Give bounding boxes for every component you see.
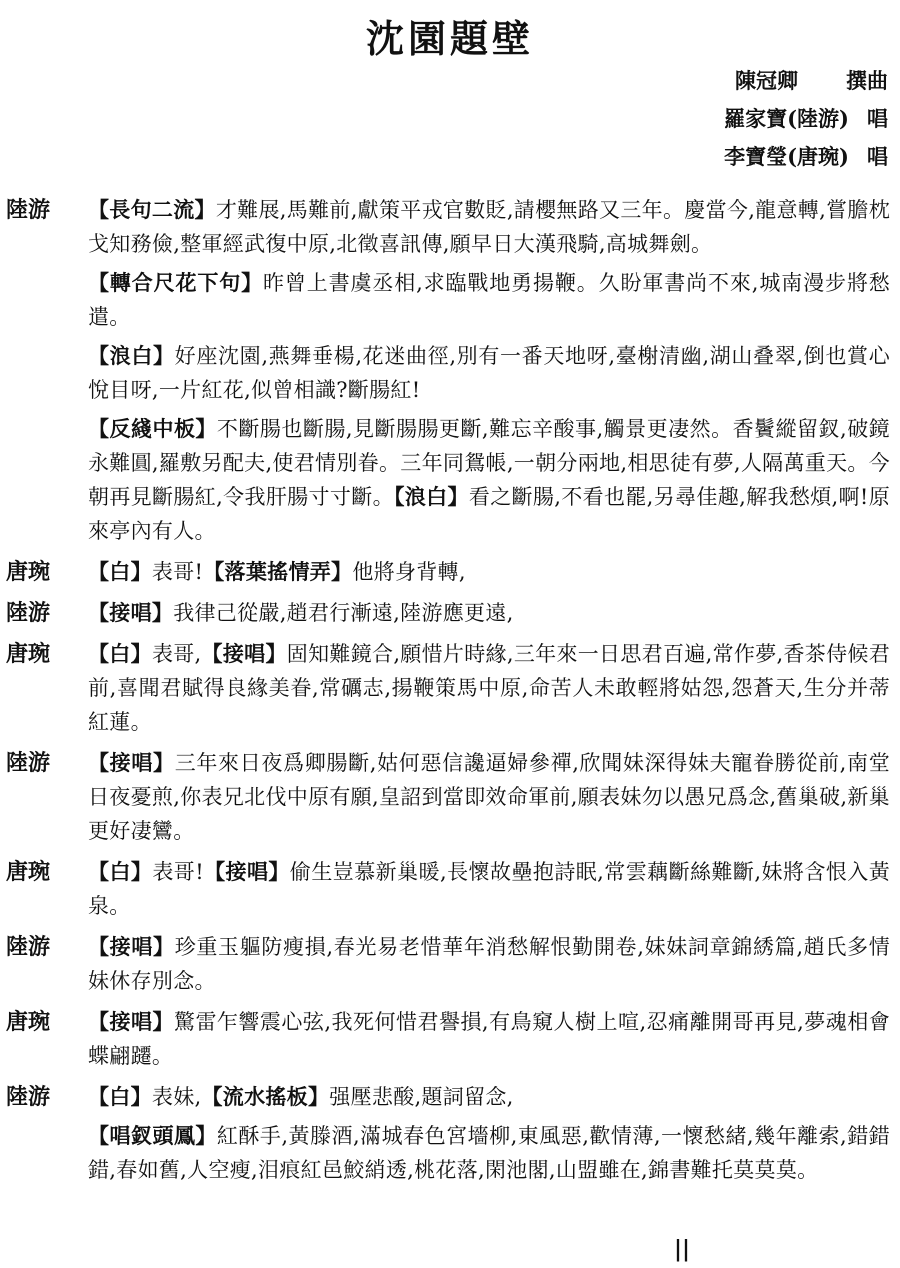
tune-tag: 【浪白】 — [88, 343, 175, 368]
dialogue-entry — [6, 1005, 890, 1073]
dialogue-body — [88, 596, 890, 630]
lyric-text: 紅酥手,黃滕酒,滿城春色宮墻柳,東風惡,歡情薄,一懷愁緒,幾年離索,錯錯錯,春如舊,人空瘦,泪痕紅邑鮫綃透,桃花落,閑池閣,山盟雖在,錦書難托莫莫莫。 — [88, 1124, 890, 1182]
lyric-paragraph — [88, 855, 890, 923]
tune-tag: 【白】 — [88, 559, 152, 584]
lyric-text: 固知難鏡合,願惜片時緣,三年來一日思君百遍,常作夢,香茶侍候君前,喜聞君賦得良緣美眷,常礪志,揚鞭策馬中原,命苦人未敢輕將姑怨,怨蒼天,生分并蒂紅蓮。 — [88, 642, 891, 734]
speaker-name: 陸游 — [6, 1084, 51, 1110]
tune-tag: 【接唱】 — [201, 641, 287, 666]
tune-tag: 【白】 — [88, 641, 152, 666]
dialogue-body — [88, 1080, 890, 1187]
tune-tag: 【接唱】 — [88, 1009, 174, 1034]
dialogue-entry — [6, 637, 890, 739]
speaker-name: 陸游 — [6, 600, 51, 626]
page-number: || — [674, 1236, 691, 1262]
lyric-text: 我律己從嚴,趙君行漸遠,陸游應更遠, — [173, 601, 514, 625]
lyric-text: 表妹, — [151, 1085, 202, 1109]
lyric-text: 表哥! — [152, 860, 204, 884]
dialogue-body — [88, 637, 890, 739]
lyric-text: 表哥! — [151, 560, 204, 584]
dialogue-body — [88, 555, 890, 589]
dialogue-entry — [6, 596, 890, 630]
credits-block — [724, 62, 888, 176]
tune-tag: 【接唱】 — [88, 750, 175, 775]
tune-tag: 【接唱】 — [203, 859, 290, 884]
credit-singer-lu-you — [724, 100, 888, 138]
lyric-text: 珍重玉軀防瘦損,春光易老惜華年消愁解恨勤開卷,妹妹詞章錦綉篇,趙氏多情妹休存別念。 — [88, 935, 890, 993]
speaker-name: 唐琬 — [6, 859, 51, 885]
speaker-name: 陸游 — [6, 934, 51, 960]
dialogue-entry — [6, 746, 890, 848]
libretto-body — [6, 193, 890, 1194]
lyric-text: 强壓悲酸,題詞留念, — [329, 1085, 514, 1109]
dialogue-entry — [6, 855, 890, 923]
tune-tag: 【白】 — [88, 1084, 152, 1109]
lyric-paragraph — [88, 596, 890, 630]
speaker-name: 唐琬 — [6, 1009, 51, 1035]
dialogue-body — [88, 1005, 890, 1073]
lyric-text: 三年來日夜爲卿腸斷,姑何惡信讒逼婦參禪,欣聞妹深得妹夫寵眷勝從前,南堂日夜憂煎,你表兄北伐中原有願,皇詔到當即效命軍前,願表妹勿以愚兄爲念,舊巢破,新巢更好凄鸞。 — [88, 751, 890, 843]
tune-tag: 【反綫中板】 — [88, 416, 217, 441]
lyric-paragraph — [88, 193, 890, 261]
tune-tag: 【白】 — [88, 859, 153, 884]
lyric-text: 不斷腸也斷腸,見斷腸腸更斷,難忘辛酸事,觸景更凄然。香鬢縱留釵,破鏡永難圓,羅敷另配夫,使君情別眷。三年同鴛帳,一朝分兩地,相思徒有夢,人隔萬重天。今朝再見斷腸紅,令我肝腸寸寸斷。 — [88, 417, 890, 509]
credit-singer-tang-wan — [724, 138, 888, 176]
credit-name: 陳冠卿 — [735, 68, 798, 93]
lyric-text: 昨曾上書虞丞相,求臨戰地勇揚鞭。久盼軍書尚不來,城南漫步將愁遣。 — [88, 271, 890, 329]
lyric-paragraph — [88, 412, 890, 548]
lyric-text: 表哥, — [151, 642, 202, 666]
lyric-paragraph — [88, 746, 890, 848]
credit-lyricist — [724, 62, 888, 100]
tune-tag: 【接唱】 — [88, 934, 175, 959]
dialogue-entry — [6, 930, 890, 998]
tune-tag: 【浪白】 — [393, 484, 469, 509]
tune-tag: 【轉合尺花下句】 — [88, 270, 263, 295]
lyric-paragraph — [88, 1080, 890, 1114]
lyric-paragraph — [88, 637, 890, 739]
credit-name: 羅家寶(陸游) — [724, 106, 849, 131]
lyric-text: 看之斷腸,不看也罷,另尋佳趣,解我愁煩,啊!原來亭內有人。 — [88, 485, 890, 543]
lyric-paragraph — [88, 555, 890, 589]
tune-tag: 【唱釵頭鳳】 — [88, 1123, 217, 1148]
speaker-name: 唐琬 — [6, 641, 51, 667]
dialogue-body — [88, 193, 890, 548]
speaker-name: 陸游 — [6, 197, 51, 223]
tune-tag: 【長句二流】 — [88, 197, 216, 222]
credit-role: 撰曲 — [846, 68, 888, 93]
lyric-paragraph — [88, 1119, 890, 1187]
dialogue-entry — [6, 193, 890, 548]
tune-tag: 【接唱】 — [88, 600, 174, 625]
dialogue-entry — [6, 1080, 890, 1187]
page-title: 沈園題壁 — [365, 16, 534, 61]
lyric-text: 偷生豈慕新巢暖,長懷故壘抱詩眠,常雲藕斷絲難斷,妹將含恨入黃泉。 — [88, 860, 890, 918]
speaker-name: 陸游 — [6, 750, 51, 776]
dialogue-body — [88, 746, 890, 848]
tune-tag: 【落葉搖情弄】 — [203, 559, 353, 584]
credit-name: 李寶瑩(唐琬) — [724, 144, 849, 169]
lyric-text: 好座沈園,燕舞垂楊,花迷曲徑,別有一番天地呀,臺榭清幽,湖山叠翠,倒也賞心悅目呀,一片紅花,似曾相識?斷腸紅! — [88, 344, 890, 402]
lyric-text: 他將身背轉, — [352, 560, 466, 584]
lyric-paragraph — [88, 930, 890, 998]
tune-tag: 【流水搖板】 — [201, 1084, 330, 1109]
lyric-text: 才難展,馬難前,獻策平戎官數貶,請櫻無路又三年。慶當今,龍意轉,嘗膽枕戈知務儉,整軍經武復中原,北徵喜訊傳,願早日大漢飛騎,高城舞劍。 — [88, 198, 890, 256]
lyric-paragraph — [88, 266, 890, 334]
credit-role: 唱 — [867, 106, 888, 131]
credit-role: 唱 — [867, 144, 888, 169]
speaker-name: 唐琬 — [6, 559, 51, 585]
lyric-paragraph — [88, 1005, 890, 1073]
lyric-paragraph — [88, 339, 890, 407]
dialogue-entry — [6, 555, 890, 589]
lyric-text: 驚雷乍響震心弦,我死何惜君譽損,有鳥窺人樹上喧,忍痛離開哥再見,夢魂相會蝶翩躚。 — [88, 1010, 890, 1068]
dialogue-body — [88, 855, 890, 923]
dialogue-body — [88, 930, 890, 998]
